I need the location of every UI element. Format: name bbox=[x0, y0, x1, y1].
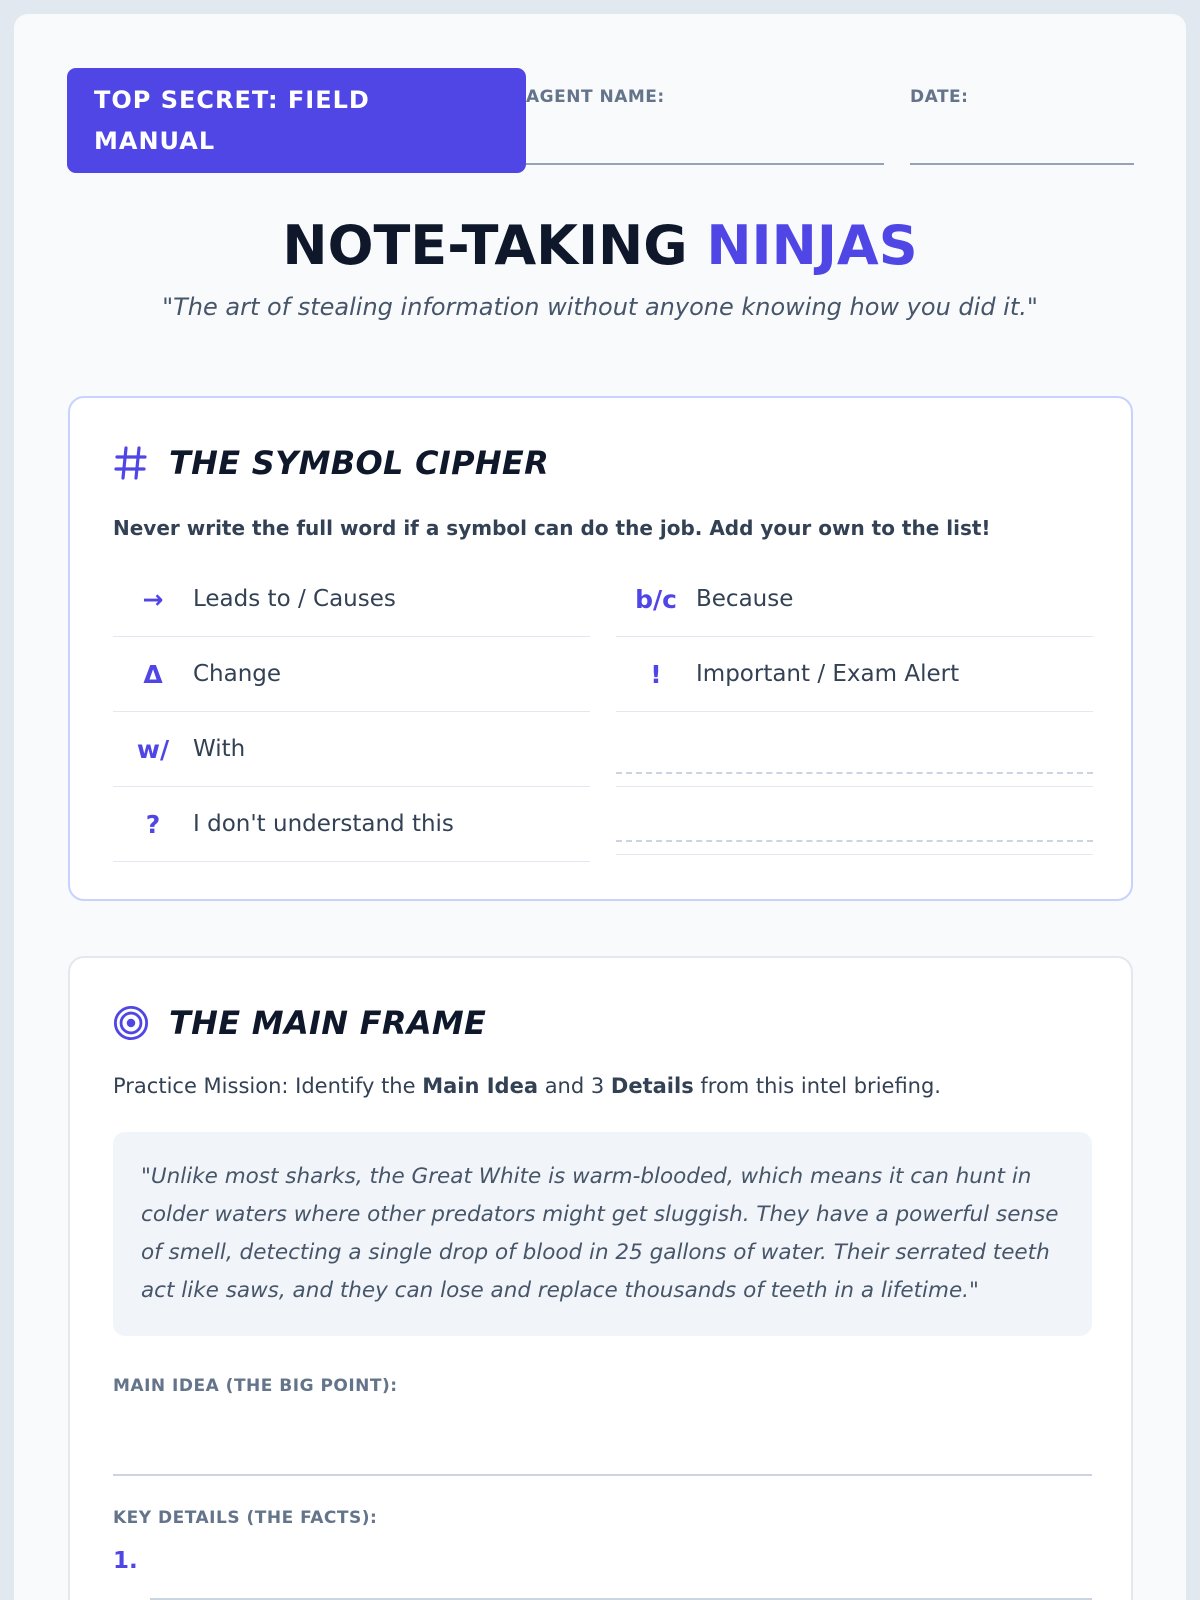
top-secret-badge: TOP SECRET: FIELD MANUAL bbox=[67, 68, 526, 173]
dashed-writing-line[interactable] bbox=[616, 772, 1093, 774]
key-details-label: KEY DETAILS (THE FACTS): bbox=[113, 1508, 378, 1528]
symbol-meaning: I don't understand this bbox=[193, 811, 454, 837]
intel-briefing-quote: "Unlike most sharks, the Great White is warm-blooded, which means it can hunt in colder waters where other predators might get sluggish. They have a powerful sense of smell, detecting a single drop of blood in 25 gallons of water. Their serrated teeth act like saws, and they can lose and replace thousands of teeth in a lifetime." bbox=[113, 1132, 1092, 1336]
cipher-heading: THE SYMBOL CIPHER bbox=[169, 444, 550, 482]
cipher-row bbox=[616, 562, 1093, 637]
mission-instructions bbox=[113, 1074, 941, 1098]
detail-number: 1. bbox=[113, 1548, 138, 1574]
cipher-row bbox=[616, 637, 1093, 712]
title-accent: NINJAS bbox=[706, 214, 918, 277]
symbol-meaning: With bbox=[193, 736, 246, 762]
agent-name-line[interactable] bbox=[526, 163, 884, 165]
date-label: DATE: bbox=[910, 87, 969, 107]
cipher-column-right bbox=[616, 562, 1093, 855]
title-main: NOTE-TAKING bbox=[282, 214, 707, 277]
dashed-writing-line[interactable] bbox=[616, 840, 1093, 842]
arrow-symbol: → bbox=[142, 584, 164, 614]
main-frame-card bbox=[68, 956, 1133, 1600]
main-idea-line[interactable] bbox=[113, 1474, 1092, 1476]
page-title bbox=[0, 214, 1200, 277]
frame-header bbox=[113, 1004, 486, 1042]
mission-text-end: from this intel briefing. bbox=[693, 1074, 941, 1098]
mission-details: Details bbox=[610, 1074, 694, 1098]
with-symbol: w/ bbox=[136, 734, 170, 764]
symbol-cipher-card bbox=[68, 396, 1133, 901]
target-icon bbox=[113, 1005, 149, 1041]
hash-icon bbox=[113, 445, 149, 481]
cipher-row bbox=[113, 787, 590, 862]
symbol-meaning: Important / Exam Alert bbox=[696, 661, 960, 687]
symbol-meaning: Because bbox=[696, 586, 794, 612]
frame-heading: THE MAIN FRAME bbox=[169, 1004, 487, 1042]
mission-text-start: Practice Mission: Identify the bbox=[113, 1074, 423, 1098]
cipher-header bbox=[113, 444, 549, 482]
delta-symbol: Δ bbox=[143, 659, 163, 689]
cipher-column-left bbox=[113, 562, 590, 862]
cipher-row bbox=[113, 712, 590, 787]
date-field[interactable] bbox=[910, 87, 1134, 107]
exclamation-symbol: ! bbox=[650, 659, 662, 689]
cipher-row bbox=[113, 637, 590, 712]
symbol-meaning: Change bbox=[193, 661, 282, 687]
blank-symbol-row[interactable] bbox=[616, 787, 1093, 855]
page-subtitle: "The art of stealing information without anyone knowing how you did it." bbox=[162, 293, 1038, 321]
because-symbol: b/c bbox=[635, 584, 677, 614]
question-symbol: ? bbox=[145, 809, 161, 839]
date-line[interactable] bbox=[910, 163, 1134, 165]
blank-symbol-row[interactable] bbox=[616, 712, 1093, 787]
cipher-row bbox=[113, 562, 590, 637]
symbol-meaning: Leads to / Causes bbox=[193, 586, 396, 612]
mission-text-middle: and 3 bbox=[538, 1074, 611, 1098]
agent-name-label: AGENT NAME: bbox=[526, 87, 665, 107]
agent-name-field[interactable] bbox=[526, 87, 884, 107]
cipher-intro: Never write the full word if a symbol can do the job. Add your own to the list! bbox=[113, 516, 991, 540]
mission-main-idea: Main Idea bbox=[422, 1074, 539, 1098]
main-idea-label: MAIN IDEA (THE BIG POINT): bbox=[113, 1376, 398, 1396]
